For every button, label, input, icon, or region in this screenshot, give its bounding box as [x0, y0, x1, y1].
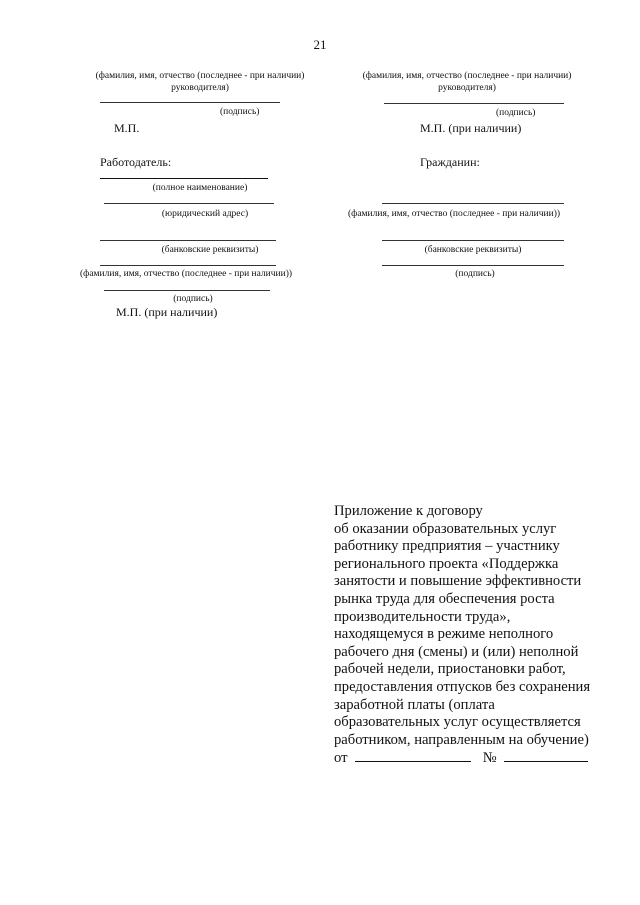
appendix-line: предоставления отпусков без сохранения	[334, 678, 591, 695]
appendix-line: рабочего дня (смены) и (или) неполной	[334, 643, 579, 660]
employer-fio-caption: (фамилия, имя, отчество (последнее - при наличии))	[80, 269, 293, 279]
top-left-signature-line	[100, 102, 280, 103]
top-right-stamp: М.П. (при наличии)	[420, 121, 522, 135]
appendix-line: работником, направленным на обучение)	[334, 731, 589, 748]
top-left-fio-caption-2: руководителя)	[171, 83, 229, 93]
appendix-line: регионального проекта «Поддержка	[334, 555, 559, 572]
appendix-line: заработной платы (оплата	[334, 696, 495, 713]
citizen-fio-caption: (фамилия, имя, отчество (последнее - при наличии))	[348, 209, 561, 219]
appendix-line: рабочей недели, приостановки работ,	[334, 661, 566, 678]
employer-full-name-caption: (полное наименование)	[152, 183, 248, 193]
top-left-fio-caption: (фамилия, имя, отчество (последнее - при наличии)	[95, 71, 305, 81]
appendix-number-label: №	[482, 750, 497, 767]
appendix-line: работнику предприятия – участнику	[334, 538, 560, 555]
appendix-line: производительности труда»,	[334, 608, 511, 625]
citizen-signature-caption: (подпись)	[455, 269, 495, 279]
appendix-line: занятости и повышение эффективности	[334, 573, 582, 590]
appendix-from-label: от	[334, 750, 348, 767]
top-right-fio-caption: (фамилия, имя, отчество (последнее - при наличии)	[362, 71, 572, 81]
citizen-bank-line	[382, 240, 564, 241]
top-right-signature-line	[384, 103, 564, 104]
appendix-line: рынка труда для обеспечения роста	[334, 590, 555, 607]
employer-legal-address-line	[104, 203, 274, 204]
top-left-stamp: М.П.	[114, 121, 140, 135]
employer-fio-line	[100, 265, 276, 266]
appendix-date-blank	[355, 749, 471, 762]
employer-bank-line	[100, 240, 276, 241]
employer-legal-address-caption: (юридический адрес)	[161, 209, 249, 219]
appendix-number-blank	[504, 749, 588, 762]
appendix-line: находящемуся в режиме неполного	[334, 626, 554, 643]
employer-stamp: М.П. (при наличии)	[116, 305, 218, 319]
employer-signature-line	[104, 290, 270, 291]
citizen-bank-caption: (банковские реквизиты)	[424, 245, 522, 255]
appendix-date-number-line	[334, 749, 624, 768]
page-number: 21	[313, 37, 327, 52]
appendix-line: Приложение к договору	[334, 503, 483, 519]
employer-signature-caption: (подпись)	[173, 294, 213, 304]
top-left-signature-caption: (подпись)	[220, 107, 260, 117]
top-right-fio-caption-2: руководителя)	[438, 83, 496, 93]
citizen-signature-line	[382, 265, 564, 266]
employer-bank-caption: (банковские реквизиты)	[161, 245, 259, 255]
top-right-signature-caption: (подпись)	[496, 108, 536, 118]
appendix-line: об оказании образовательных услуг	[334, 520, 557, 537]
citizen-fio-line	[382, 203, 564, 204]
appendix-block	[334, 503, 624, 768]
employer-heading: Работодатель:	[100, 155, 172, 169]
citizen-heading: Гражданин:	[420, 155, 480, 169]
appendix-line: образовательных услуг осуществляется	[334, 714, 581, 731]
employer-full-name-line	[100, 178, 268, 179]
